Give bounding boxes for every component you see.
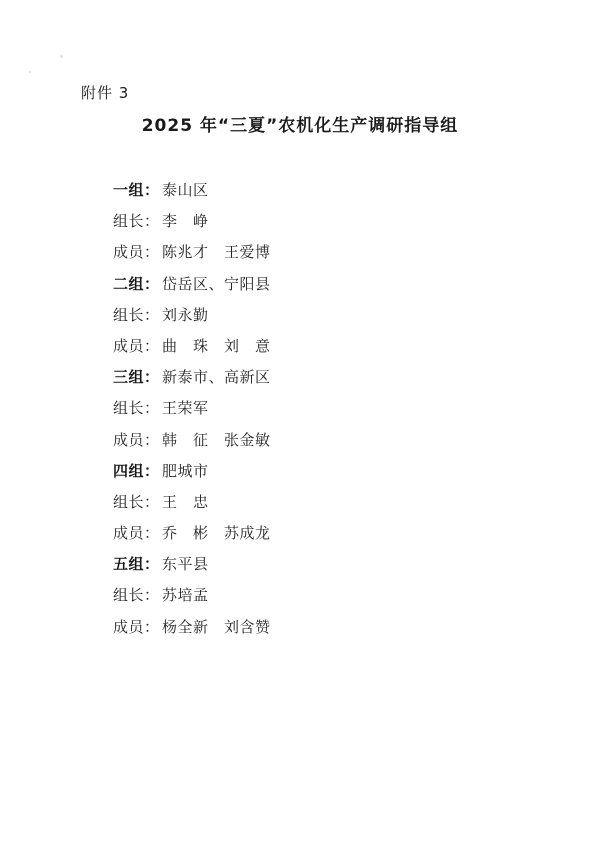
leader-name: 苏培孟 bbox=[162, 586, 209, 605]
member-label: 成员： bbox=[113, 430, 160, 449]
leader-name: 王 忠 bbox=[162, 492, 209, 511]
leader-label: 组长： bbox=[113, 492, 160, 511]
member-label: 成员： bbox=[113, 617, 160, 636]
group-label: 三组： bbox=[113, 368, 160, 387]
guidance-group-roster bbox=[113, 180, 533, 648]
roster-row-6 bbox=[113, 336, 533, 367]
group-area: 岱岳区、宁阳县 bbox=[162, 274, 271, 293]
member-label: 成员： bbox=[113, 336, 160, 355]
roster-row-14 bbox=[113, 585, 533, 616]
roster-row-2 bbox=[113, 211, 533, 242]
roster-row-8 bbox=[113, 398, 533, 429]
leader-name: 李 峥 bbox=[162, 212, 209, 231]
scan-speck bbox=[29, 71, 31, 73]
roster-row-10 bbox=[113, 461, 533, 492]
roster-row-4 bbox=[113, 274, 533, 305]
leader-label: 组长： bbox=[113, 586, 160, 605]
group-label: 一组： bbox=[113, 181, 160, 199]
member-label: 成员： bbox=[113, 524, 160, 543]
roster-row-11 bbox=[113, 492, 533, 523]
member-names: 陈兆才 王爱博 bbox=[162, 243, 271, 262]
group-area: 肥城市 bbox=[162, 461, 209, 480]
leader-label: 组长： bbox=[113, 212, 160, 231]
roster-row-5 bbox=[113, 305, 533, 336]
group-label: 四组： bbox=[113, 461, 160, 480]
roster-row-13 bbox=[113, 554, 533, 585]
group-area: 新泰市、高新区 bbox=[162, 368, 271, 387]
member-names: 韩 征 张金敏 bbox=[162, 430, 271, 449]
roster-row-7 bbox=[113, 367, 533, 398]
page-title: 2025 年“三夏”农机化生产调研指导组 bbox=[141, 116, 459, 136]
leader-label: 组长： bbox=[113, 399, 160, 418]
roster-row-15 bbox=[113, 617, 533, 648]
member-names: 乔 彬 苏成龙 bbox=[162, 524, 271, 543]
member-names: 曲 珠 刘 意 bbox=[162, 336, 271, 355]
leader-label: 组长： bbox=[113, 305, 160, 324]
leader-name: 王荣军 bbox=[162, 399, 209, 418]
roster-row-9 bbox=[113, 430, 533, 461]
group-label: 五组： bbox=[113, 555, 160, 574]
leader-name: 刘永勤 bbox=[162, 305, 209, 324]
roster-row-3 bbox=[113, 242, 533, 273]
group-label: 二组： bbox=[113, 274, 160, 293]
roster-row-12 bbox=[113, 523, 533, 554]
group-area: 泰山区 bbox=[162, 181, 209, 199]
roster-row-1 bbox=[113, 180, 533, 211]
member-label: 成员： bbox=[113, 243, 160, 262]
scan-speck bbox=[60, 55, 63, 58]
attachment-label: 附件 3 bbox=[81, 84, 130, 102]
group-area: 东平县 bbox=[162, 555, 209, 574]
member-names: 杨全新 刘含赞 bbox=[162, 617, 271, 636]
